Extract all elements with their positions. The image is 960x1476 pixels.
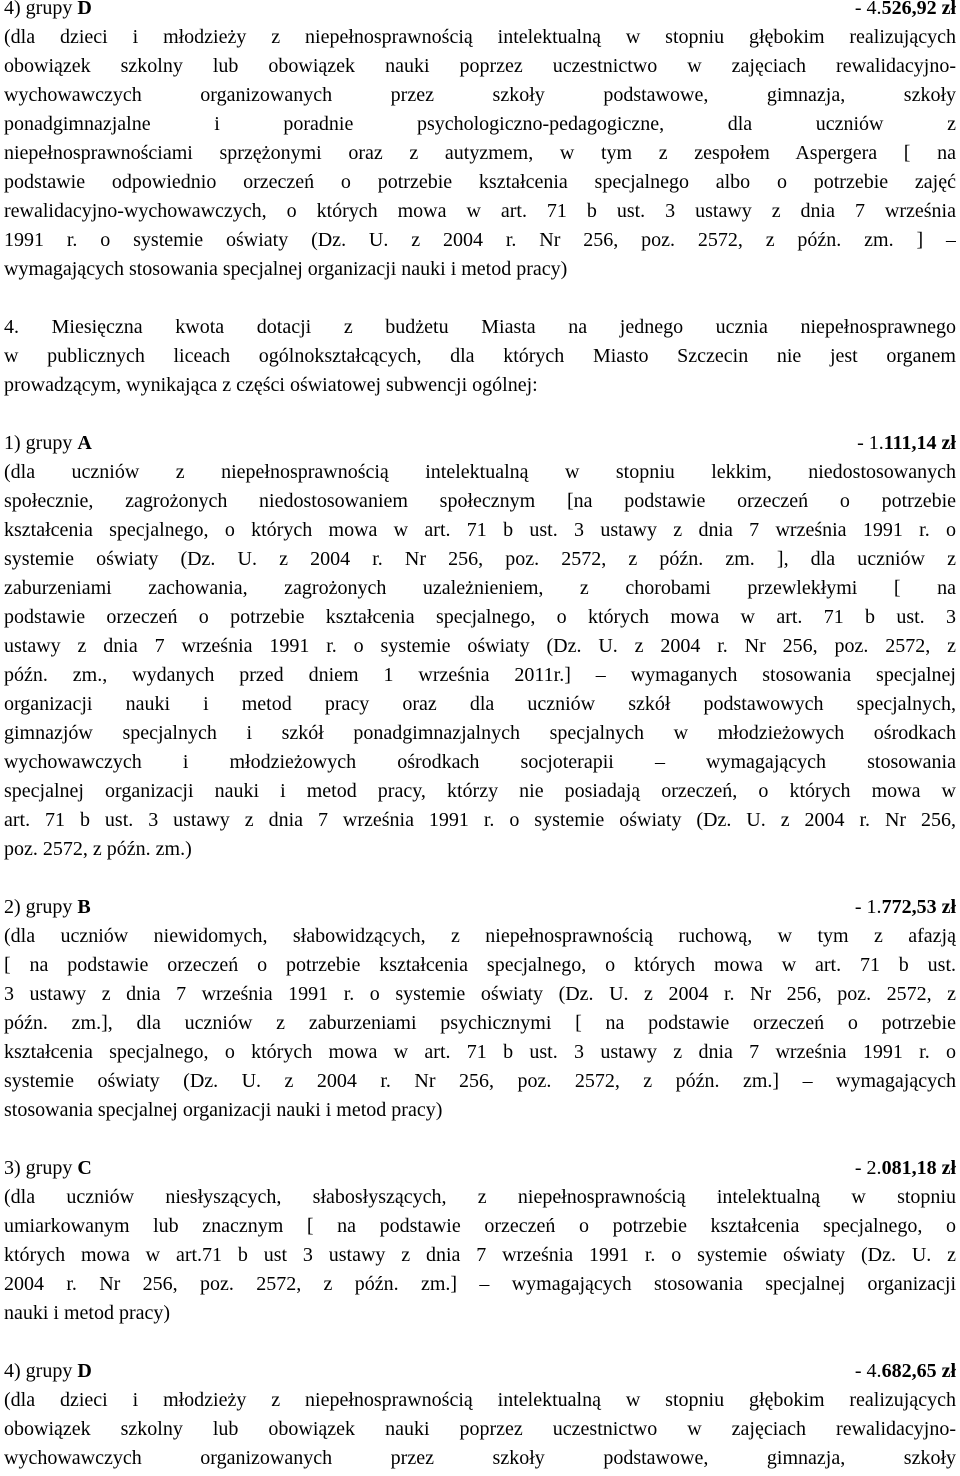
paragraph-line: których mowa w art.71 b ust 3 ustawy z dnia 7 września 1991 r. o systemie oświaty (Dz. U. z (4, 1244, 956, 1266)
paragraph-line: kształcenia specjalnego, o których mowa w art. 71 b ust. 3 ustawy z dnia 7 września 1991 r. o (4, 1041, 956, 1063)
paragraph-line: gimnazjów specjalnych i szkół ponadgimnazjalnych specjalnych w młodzieżowych ośrodkach (4, 722, 956, 744)
group-amount: - 4.682,65 zł (854, 1360, 956, 1382)
paragraph-line: obowiązek szkolny lub obowiązek nauki poprzez uczestnictwo w zajęciach rewalidacyjno- (4, 55, 956, 77)
group-heading (4, 1154, 956, 1183)
section-intro-line: prowadzącym, wynikająca z części oświatowej subwencji ogólnej: (4, 374, 538, 396)
paragraph-line: umiarkowanym lub znacznym [ na podstawie orzeczeń o potrzebie kształcenia specjalnego, o (4, 1215, 956, 1237)
group-heading (4, 1357, 956, 1386)
paragraph-line: późn. zm.], dla uczniów z zaburzeniami psychicznymi [ na podstawie orzeczeń o potrzebie (4, 1012, 956, 1034)
paragraph-line: podstawie odpowiednio orzeczeń o potrzebie kształcenia specjalnego albo o potrzebie zajęć (4, 171, 956, 193)
paragraph-line: obowiązek szkolny lub obowiązek nauki poprzez uczestnictwo w zajęciach rewalidacyjno- (4, 1418, 956, 1440)
group-amount: - 1.111,14 zł (857, 432, 956, 454)
spacer (4, 864, 956, 893)
group-amount: - 2.081,18 zł (854, 1157, 956, 1179)
paragraph-line: systemie oświaty (Dz. U. z 2004 r. Nr 256, poz. 2572, z późn. zm. ], dla uczniów z (4, 548, 956, 570)
group-heading (4, 893, 956, 922)
section-intro-line: 4. Miesięczna kwota dotacji z budżetu Miasta na jednego ucznia niepełnosprawnego (4, 316, 956, 338)
group-heading (4, 0, 956, 23)
paragraph-line: społecznie, zagrożonych niedostosowaniem społecznym [na podstawie orzeczeń o potrzebie (4, 490, 956, 512)
group-amount: - 1.772,53 zł (854, 896, 956, 918)
paragraph-line: poz. 2572, z późn. zm.) (4, 838, 192, 860)
paragraph-line: (dla uczniów niewidomych, słabowidzących, z niepełnosprawnością ruchową, w tym z afazją (4, 925, 956, 947)
paragraph-line: wychowawczych i młodzieżowych ośrodkach socjoterapii – wymagających stosowania (4, 751, 956, 773)
document-page (4, 0, 956, 1473)
paragraph-line: (dla dzieci i młodzieży z niepełnosprawnością intelektualną w stopniu głębokim realizujących (4, 1389, 956, 1411)
paragraph-line: niepełnosprawnościami sprzężonymi oraz z autyzmem, w tym z zespołem Aspergera [ na (4, 142, 956, 164)
group-label: 2) grupy B (4, 896, 91, 918)
paragraph-line: stosowania specjalnej organizacji nauki i metod pracy) (4, 1099, 443, 1121)
paragraph-line: (dla uczniów z niepełnosprawnością intelektualną w stopniu lekkim, niedostosowanych (4, 461, 956, 483)
paragraph-line: [ na podstawie orzeczeń o potrzebie kształcenia specjalnego, o których mowa w art. 71 b ust. (4, 954, 956, 976)
paragraph-line: 1991 r. o systemie oświaty (Dz. U. z 2004 r. Nr 256, poz. 2572, z późn. zm. ] – (4, 229, 956, 251)
paragraph-line: ponadgimnazjalne i poradnie psychologiczno-pedagogiczne, dla uczniów z (4, 113, 956, 135)
paragraph-line: organizacji nauki i metod pracy oraz dla uczniów szkół podstawowych specjalnych, (4, 693, 956, 715)
section-intro-line: w publicznych liceach ogólnokształcących, dla których Miasto Szczecin nie jest organem (4, 345, 956, 367)
paragraph-line: 3 ustawy z dnia 7 września 1991 r. o systemie oświaty (Dz. U. z 2004 r. Nr 256, poz. 2572, z (4, 983, 956, 1005)
paragraph-line: nauki i metod pracy) (4, 1302, 171, 1324)
paragraph-line: ustawy z dnia 7 września 1991 r. o systemie oświaty (Dz. U. z 2004 r. Nr 256, poz. 2572, z (4, 635, 956, 657)
paragraph-line: wymagających stosowania specjalnej organizacji nauki i metod pracy) (4, 258, 568, 280)
paragraph-line: zaburzeniami zachowania, zagrożonych uzależnieniem, z chorobami przewlekłymi [ na (4, 577, 956, 599)
paragraph-line: (dla uczniów niesłyszących, słabosłyszących, z niepełnosprawnością intelektualną w stopniu (4, 1186, 956, 1208)
spacer (4, 1125, 956, 1154)
group-label: 1) grupy A (4, 432, 92, 454)
paragraph-line: późn. zm., wydanych przed dniem 1 września 2011r.] – wymaganych stosowania specjalnej (4, 664, 956, 686)
paragraph-line: rewalidacyjno-wychowawczych, o których mowa w art. 71 b ust. 3 ustawy z dnia 7 września (4, 200, 956, 222)
spacer (4, 284, 956, 313)
paragraph-line: kształcenia specjalnego, o których mowa w art. 71 b ust. 3 ustawy z dnia 7 września 1991 r. o (4, 519, 956, 541)
paragraph-line: systemie oświaty (Dz. U. z 2004 r. Nr 256, poz. 2572, z późn. zm.] – wymagających (4, 1070, 956, 1092)
paragraph-line: (dla dzieci i młodzieży z niepełnosprawnością intelektualną w stopniu głębokim realizujących (4, 26, 956, 48)
paragraph-line: art. 71 b ust. 3 ustawy z dnia 7 września 1991 r. o systemie oświaty (Dz. U. z 2004 r. Nr 256, (4, 809, 956, 831)
group-label: 4) grupy D (4, 0, 92, 19)
spacer (4, 400, 956, 429)
spacer (4, 1328, 956, 1357)
group-heading (4, 429, 956, 458)
paragraph-line: wychowawczych organizowanych przez szkoły podstawowe, gimnazja, szkoły (4, 1447, 956, 1469)
paragraph-line: podstawie orzeczeń o potrzebie kształcenia specjalnego, o których mowa w art. 71 b ust. 3 (4, 606, 956, 628)
paragraph-line: 2004 r. Nr 256, poz. 2572, z późn. zm.] – wymagających stosowania specjalnej organizacji (4, 1273, 956, 1295)
group-label: 3) grupy C (4, 1157, 92, 1179)
paragraph-line: wychowawczych organizowanych przez szkoły podstawowe, gimnazja, szkoły (4, 84, 956, 106)
group-label: 4) grupy D (4, 1360, 92, 1382)
paragraph-line: specjalnej organizacji nauki i metod pracy, którzy nie posiadają orzeczeń, o których mowa w (4, 780, 956, 802)
group-amount: - 4.526,92 zł (854, 0, 956, 19)
